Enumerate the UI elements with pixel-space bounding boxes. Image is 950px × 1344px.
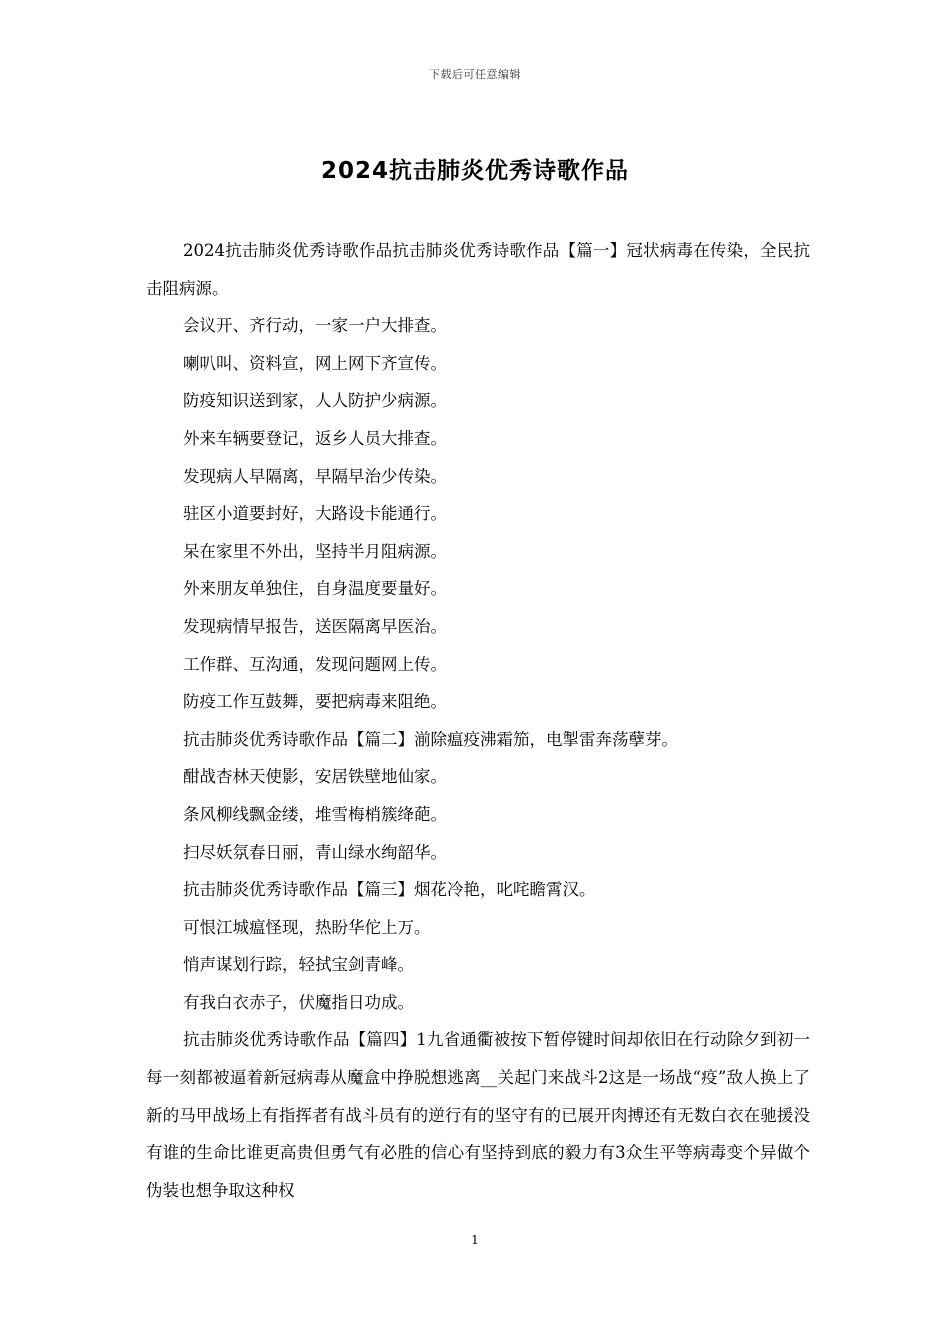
paragraph: 抗击肺炎优秀诗歌作品【篇二】湔除瘟疫沸霜笳，电掣雷奔荡孽芽。 (183, 729, 678, 749)
paragraph: 会议开、齐行动，一家一户大排查。 (183, 316, 447, 336)
paragraph: 扫尽妖氛春日丽，青山绿水绚韶华。 (183, 842, 447, 862)
paragraph: 外来朋友单独住，自身温度要量好。 (183, 579, 447, 599)
paragraph: 防疫知识送到家，人人防护少病源。 (183, 391, 447, 411)
paragraph: 酣战杏林天使影，安居铁壁地仙家。 (183, 767, 447, 787)
paragraph: 工作群、互沟通，发现问题网上传。 (183, 654, 447, 674)
document-body (146, 232, 810, 1209)
page-header-note: 下载后可任意编辑 (429, 68, 521, 81)
paragraph: 喇叭叫、资料宣，网上网下齐宣传。 (183, 353, 447, 373)
paragraph: 呆在家里不外出，坚持半月阻病源。 (183, 541, 447, 561)
paragraph: 抗击肺炎优秀诗歌作品【篇三】烟花冷艳，叱咤瞻霄汉。 (183, 880, 596, 900)
paragraph: 可恨江城瘟怪现，热盼华佗上万。 (183, 917, 431, 937)
paragraph: 外来车辆要登记，返乡人员大排查。 (183, 428, 447, 448)
paragraph: 悄声谋划行踪，轻拭宝剑青峰。 (183, 955, 414, 975)
paragraph: 驻区小道要封好，大路设卡能通行。 (183, 504, 447, 524)
paragraph: 有我白衣赤子，伏魔指日功成。 (183, 992, 414, 1012)
paragraph: 防疫工作互鼓舞，要把病毒来阻绝。 (183, 692, 447, 712)
paragraph: 发现病人早隔离，早隔早治少传染。 (183, 466, 447, 486)
page-number: 1 (471, 1233, 479, 1247)
paragraph: 抗击肺炎优秀诗歌作品【篇四】1九省通衢被按下暂停键时间却依旧在行动除夕到初一每一刻都被逼着新冠病毒从魔盒中挣脱想逃离__关起门来战斗2这是一场战“疫”敌人换上了新的马甲战场上有指挥者有战斗员有的逆行有的坚守有的已展开肉搏还有无数白衣在驰援没有谁的生命比谁更高贵但勇气有必胜的信心有坚持到底的毅力有3众生平等病毒变个异做个伪装也想争取这种权 (146, 1030, 810, 1200)
paragraph: 发现病情早报告，送医隔离早医治。 (183, 616, 447, 636)
paragraph: 条风柳线飘金缕，堆雪梅梢簇绛葩。 (183, 804, 447, 824)
paragraph: 2024抗击肺炎优秀诗歌作品抗击肺炎优秀诗歌作品【篇一】冠状病毒在传染，全民抗击阻病源。 (146, 241, 810, 298)
document-title: 2024抗击肺炎优秀诗歌作品 (320, 158, 629, 184)
